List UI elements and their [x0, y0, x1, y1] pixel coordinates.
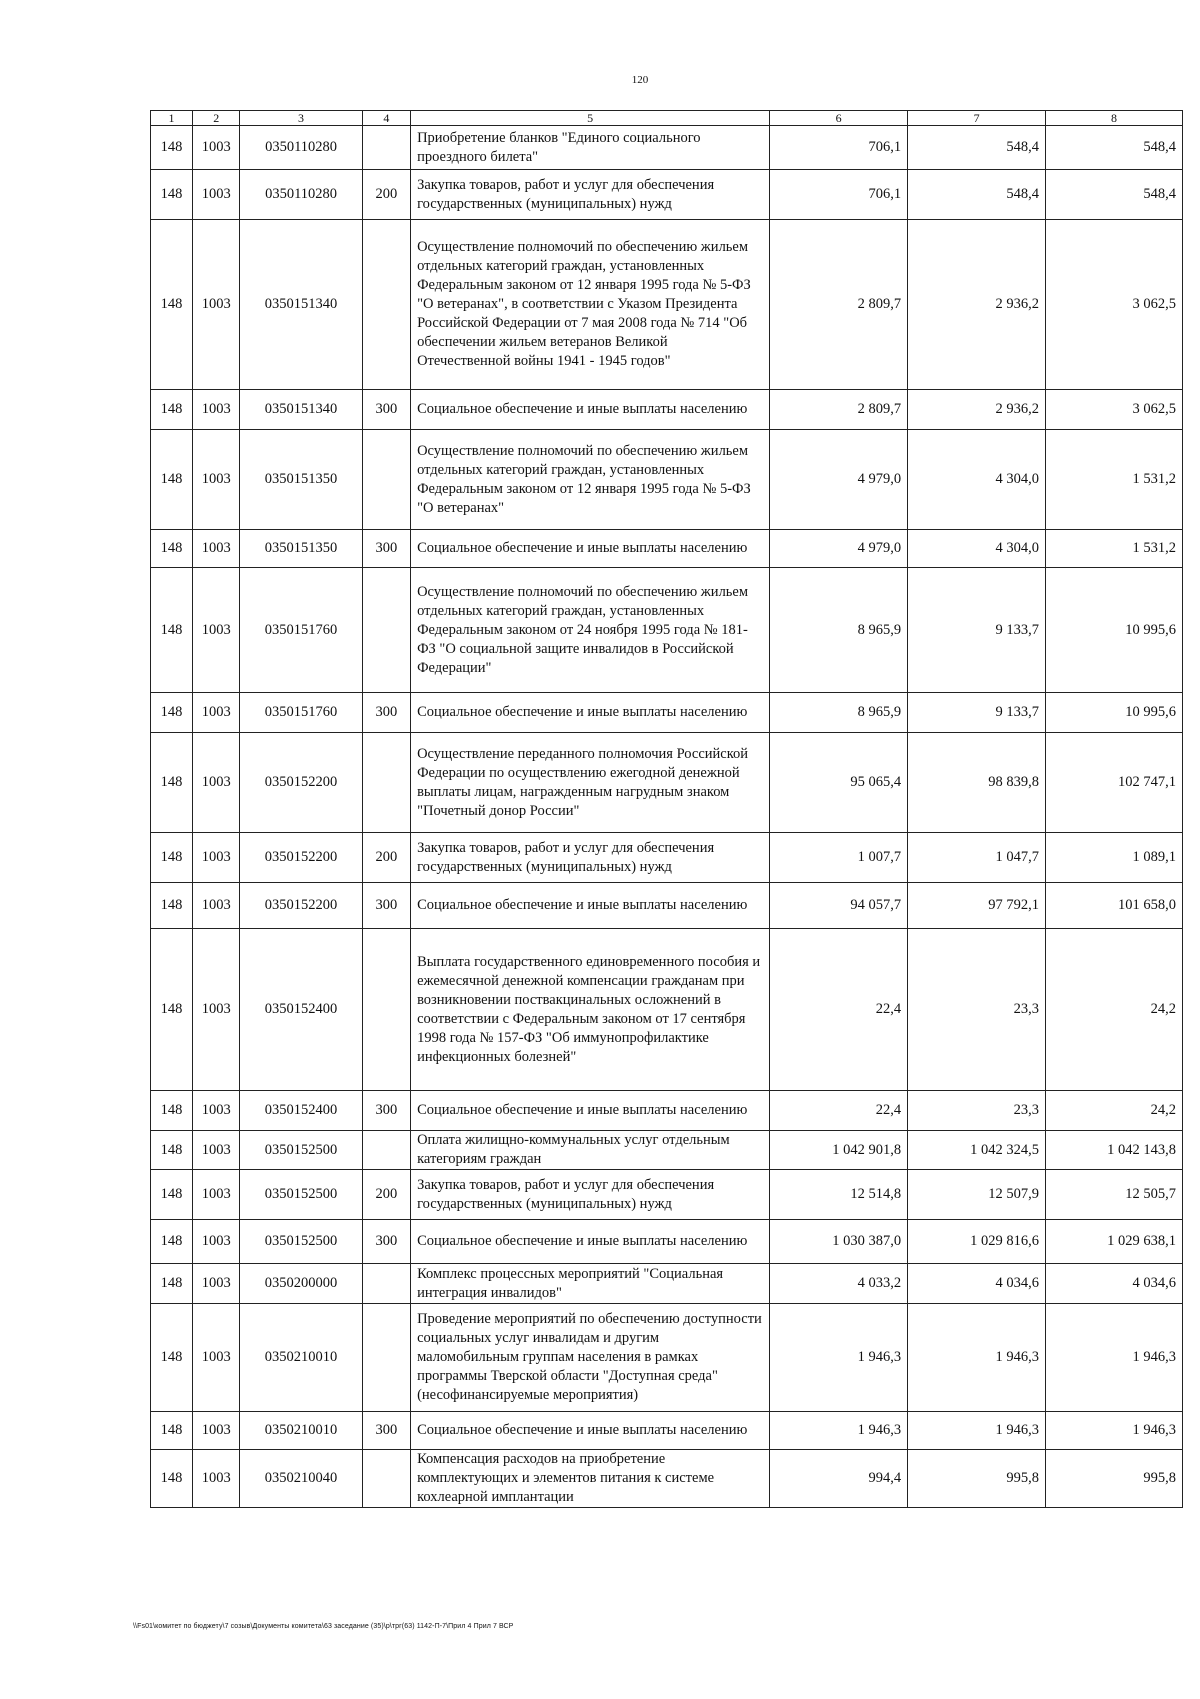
cell-target-article: 0350210040 — [240, 1450, 362, 1508]
cell-section-code: 1003 — [193, 126, 240, 170]
cell-description: Социальное обеспечение и иные выплаты населению — [411, 1091, 770, 1131]
cell-amount-year1: 2 809,7 — [770, 390, 908, 430]
cell-amount-year1: 22,4 — [770, 1091, 908, 1131]
cell-section-code: 1003 — [193, 1091, 240, 1131]
cell-amount-year2: 4 034,6 — [908, 1264, 1046, 1304]
cell-target-article: 0350152400 — [240, 1091, 362, 1131]
cell-expense-type: 200 — [362, 833, 410, 883]
cell-amount-year2: 995,8 — [908, 1450, 1046, 1508]
cell-admin-code: 148 — [151, 430, 193, 530]
cell-target-article: 0350151760 — [240, 568, 362, 693]
cell-amount-year2: 1 042 324,5 — [908, 1131, 1046, 1170]
cell-description: Приобретение бланков "Единого социального проездного билета" — [411, 126, 770, 170]
cell-section-code: 1003 — [193, 170, 240, 220]
cell-amount-year1: 95 065,4 — [770, 733, 908, 833]
table-row — [151, 1131, 1183, 1170]
cell-target-article: 0350151350 — [240, 530, 362, 568]
cell-description: Социальное обеспечение и иные выплаты населению — [411, 693, 770, 733]
cell-amount-year2: 97 792,1 — [908, 883, 1046, 929]
cell-target-article: 0350151760 — [240, 693, 362, 733]
cell-amount-year1: 4 979,0 — [770, 430, 908, 530]
cell-section-code: 1003 — [193, 1450, 240, 1508]
table-row — [151, 929, 1183, 1091]
cell-amount-year3: 1 946,3 — [1046, 1412, 1183, 1450]
table-row — [151, 220, 1183, 390]
cell-admin-code: 148 — [151, 1131, 193, 1170]
cell-amount-year3: 1 946,3 — [1046, 1304, 1183, 1412]
cell-expense-type — [362, 1264, 410, 1304]
cell-amount-year1: 1 042 901,8 — [770, 1131, 908, 1170]
cell-amount-year1: 4 979,0 — [770, 530, 908, 568]
table-body — [151, 126, 1183, 1508]
column-header: 8 — [1046, 111, 1183, 126]
cell-amount-year1: 8 965,9 — [770, 693, 908, 733]
cell-amount-year1: 1 946,3 — [770, 1412, 908, 1450]
cell-admin-code: 148 — [151, 1220, 193, 1264]
cell-amount-year3: 24,2 — [1046, 1091, 1183, 1131]
cell-target-article: 0350152500 — [240, 1220, 362, 1264]
cell-amount-year3: 548,4 — [1046, 126, 1183, 170]
cell-expense-type — [362, 1131, 410, 1170]
cell-amount-year2: 1 029 816,6 — [908, 1220, 1046, 1264]
column-header: 2 — [193, 111, 240, 126]
cell-amount-year1: 1 007,7 — [770, 833, 908, 883]
file-path-footer: \\Fs01\комитет по бюджету\7 созыв\Документы комитета\63 заседание (35)\р\трг(63) 1142-П-7\Прил 4 Прил 7 ВСР — [133, 1623, 514, 1630]
cell-admin-code: 148 — [151, 1450, 193, 1508]
cell-section-code: 1003 — [193, 733, 240, 833]
table-row — [151, 1170, 1183, 1220]
cell-description: Осуществление полномочий по обеспечению жильем отдельных категорий граждан, установленных Федеральным законом от 24 ноября 1995 года № 181-ФЗ "О социальной защите инвалидов в Российской Федерации" — [411, 568, 770, 693]
cell-target-article: 0350210010 — [240, 1412, 362, 1450]
cell-section-code: 1003 — [193, 883, 240, 929]
cell-amount-year3: 4 034,6 — [1046, 1264, 1183, 1304]
cell-section-code: 1003 — [193, 568, 240, 693]
column-header: 3 — [240, 111, 362, 126]
cell-section-code: 1003 — [193, 929, 240, 1091]
column-header: 5 — [411, 111, 770, 126]
cell-admin-code: 148 — [151, 883, 193, 929]
cell-expense-type: 300 — [362, 883, 410, 929]
cell-expense-type — [362, 929, 410, 1091]
table-row — [151, 390, 1183, 430]
cell-amount-year3: 1 531,2 — [1046, 530, 1183, 568]
cell-expense-type: 300 — [362, 1091, 410, 1131]
cell-description: Выплата государственного единовременного пособия и ежемесячной денежной компенсации гражданам при возникновении поствакцинальных осложнений в соответствии с Федеральным законом от 17 сентября 1998 года № 157-ФЗ "Об иммунопрофилактике инфекционных болезней" — [411, 929, 770, 1091]
cell-description: Проведение мероприятий по обеспечению доступности социальных услуг инвалидам и другим маломобильным группам населения в рамках программы Тверской области "Доступная среда" (несофинансируемые мероприятия) — [411, 1304, 770, 1412]
cell-amount-year1: 4 033,2 — [770, 1264, 908, 1304]
cell-amount-year2: 2 936,2 — [908, 220, 1046, 390]
cell-target-article: 0350151340 — [240, 390, 362, 430]
cell-expense-type: 300 — [362, 530, 410, 568]
cell-amount-year2: 98 839,8 — [908, 733, 1046, 833]
cell-amount-year1: 1 030 387,0 — [770, 1220, 908, 1264]
cell-description: Осуществление переданного полномочия Российской Федерации по осуществлению ежегодной денежной выплаты лицам, награжденным нагрудным знаком "Почетный донор России" — [411, 733, 770, 833]
cell-section-code: 1003 — [193, 430, 240, 530]
cell-target-article: 0350152500 — [240, 1131, 362, 1170]
cell-description: Закупка товаров, работ и услуг для обеспечения государственных (муниципальных) нужд — [411, 1170, 770, 1220]
table-row — [151, 430, 1183, 530]
table-row — [151, 126, 1183, 170]
cell-amount-year3: 102 747,1 — [1046, 733, 1183, 833]
column-header: 1 — [151, 111, 193, 126]
cell-expense-type — [362, 733, 410, 833]
cell-amount-year3: 1 089,1 — [1046, 833, 1183, 883]
cell-expense-type — [362, 1450, 410, 1508]
table-row — [151, 1304, 1183, 1412]
table-row — [151, 733, 1183, 833]
cell-admin-code: 148 — [151, 126, 193, 170]
cell-description: Социальное обеспечение и иные выплаты населению — [411, 390, 770, 430]
cell-description: Оплата жилищно-коммунальных услуг отдельным категориям граждан — [411, 1131, 770, 1170]
cell-amount-year2: 23,3 — [908, 1091, 1046, 1131]
cell-section-code: 1003 — [193, 1304, 240, 1412]
cell-amount-year2: 4 304,0 — [908, 530, 1046, 568]
cell-expense-type: 300 — [362, 390, 410, 430]
page-number: 120 — [631, 74, 649, 86]
cell-target-article: 0350152200 — [240, 733, 362, 833]
cell-description: Комплекс процессных мероприятий "Социальная интеграция инвалидов" — [411, 1264, 770, 1304]
cell-amount-year3: 12 505,7 — [1046, 1170, 1183, 1220]
cell-description: Социальное обеспечение и иные выплаты населению — [411, 883, 770, 929]
cell-admin-code: 148 — [151, 1304, 193, 1412]
table-row — [151, 833, 1183, 883]
cell-amount-year3: 3 062,5 — [1046, 220, 1183, 390]
cell-amount-year3: 1 029 638,1 — [1046, 1220, 1183, 1264]
cell-expense-type — [362, 1304, 410, 1412]
cell-target-article: 0350110280 — [240, 126, 362, 170]
cell-amount-year3: 10 995,6 — [1046, 568, 1183, 693]
cell-amount-year1: 706,1 — [770, 126, 908, 170]
cell-admin-code: 148 — [151, 1170, 193, 1220]
cell-admin-code: 148 — [151, 833, 193, 883]
header-row — [151, 111, 1183, 126]
cell-description: Социальное обеспечение и иные выплаты населению — [411, 1220, 770, 1264]
cell-target-article: 0350151340 — [240, 220, 362, 390]
table-row — [151, 1412, 1183, 1450]
cell-section-code: 1003 — [193, 390, 240, 430]
cell-description: Компенсация расходов на приобретение комплектующих и элементов питания к системе кохлеарной имплантации — [411, 1450, 770, 1508]
cell-amount-year1: 12 514,8 — [770, 1170, 908, 1220]
table-row — [151, 883, 1183, 929]
table-row — [151, 170, 1183, 220]
cell-expense-type: 300 — [362, 1412, 410, 1450]
cell-expense-type — [362, 430, 410, 530]
cell-description: Социальное обеспечение и иные выплаты населению — [411, 1412, 770, 1450]
cell-admin-code: 148 — [151, 929, 193, 1091]
cell-expense-type: 200 — [362, 170, 410, 220]
cell-amount-year3: 24,2 — [1046, 929, 1183, 1091]
cell-amount-year1: 22,4 — [770, 929, 908, 1091]
table-row — [151, 568, 1183, 693]
cell-section-code: 1003 — [193, 1412, 240, 1450]
cell-amount-year2: 9 133,7 — [908, 568, 1046, 693]
cell-admin-code: 148 — [151, 1091, 193, 1131]
cell-admin-code: 148 — [151, 568, 193, 693]
cell-admin-code: 148 — [151, 220, 193, 390]
table-row — [151, 693, 1183, 733]
cell-admin-code: 148 — [151, 733, 193, 833]
cell-expense-type — [362, 568, 410, 693]
cell-section-code: 1003 — [193, 1170, 240, 1220]
cell-amount-year3: 3 062,5 — [1046, 390, 1183, 430]
cell-amount-year1: 2 809,7 — [770, 220, 908, 390]
cell-target-article: 0350210010 — [240, 1304, 362, 1412]
cell-target-article: 0350152500 — [240, 1170, 362, 1220]
cell-amount-year3: 1 042 143,8 — [1046, 1131, 1183, 1170]
cell-amount-year1: 706,1 — [770, 170, 908, 220]
cell-amount-year2: 2 936,2 — [908, 390, 1046, 430]
cell-target-article: 0350152200 — [240, 833, 362, 883]
cell-admin-code: 148 — [151, 390, 193, 430]
table-row — [151, 1091, 1183, 1131]
cell-admin-code: 148 — [151, 1264, 193, 1304]
cell-amount-year2: 1 047,7 — [908, 833, 1046, 883]
cell-amount-year1: 994,4 — [770, 1450, 908, 1508]
cell-section-code: 1003 — [193, 693, 240, 733]
cell-amount-year3: 101 658,0 — [1046, 883, 1183, 929]
table-row — [151, 1450, 1183, 1508]
column-header: 4 — [362, 111, 410, 126]
cell-description: Закупка товаров, работ и услуг для обеспечения государственных (муниципальных) нужд — [411, 170, 770, 220]
cell-amount-year1: 8 965,9 — [770, 568, 908, 693]
cell-amount-year3: 548,4 — [1046, 170, 1183, 220]
table-row — [151, 1264, 1183, 1304]
column-header: 6 — [770, 111, 908, 126]
cell-expense-type: 300 — [362, 1220, 410, 1264]
cell-amount-year2: 9 133,7 — [908, 693, 1046, 733]
budget-table — [150, 110, 1183, 1508]
cell-amount-year1: 94 057,7 — [770, 883, 908, 929]
column-header: 7 — [908, 111, 1046, 126]
cell-target-article: 0350151350 — [240, 430, 362, 530]
cell-admin-code: 148 — [151, 170, 193, 220]
cell-description: Осуществление полномочий по обеспечению жильем отдельных категорий граждан, установленных Федеральным законом от 12 января 1995 года № 5-ФЗ "О ветеранах" — [411, 430, 770, 530]
cell-expense-type: 300 — [362, 693, 410, 733]
cell-amount-year2: 23,3 — [908, 929, 1046, 1091]
cell-description: Закупка товаров, работ и услуг для обеспечения государственных (муниципальных) нужд — [411, 833, 770, 883]
cell-section-code: 1003 — [193, 1220, 240, 1264]
cell-amount-year2: 1 946,3 — [908, 1304, 1046, 1412]
cell-expense-type — [362, 126, 410, 170]
cell-amount-year2: 548,4 — [908, 126, 1046, 170]
cell-expense-type — [362, 220, 410, 390]
cell-amount-year1: 1 946,3 — [770, 1304, 908, 1412]
cell-section-code: 1003 — [193, 220, 240, 390]
cell-description: Осуществление полномочий по обеспечению жильем отдельных категорий граждан, установленных Федеральным законом от 12 января 1995 года № 5-ФЗ "О ветеранах", в соответствии с Указом Президента Российской Федерации от 7 мая 2008 года № 714 "Об обеспечении жильем ветеранов Великой Отечественной войны 1941 - 1945 годов" — [411, 220, 770, 390]
cell-amount-year3: 995,8 — [1046, 1450, 1183, 1508]
cell-target-article: 0350152400 — [240, 929, 362, 1091]
cell-section-code: 1003 — [193, 833, 240, 883]
cell-amount-year2: 12 507,9 — [908, 1170, 1046, 1220]
cell-admin-code: 148 — [151, 693, 193, 733]
cell-section-code: 1003 — [193, 530, 240, 568]
cell-target-article: 0350110280 — [240, 170, 362, 220]
cell-admin-code: 148 — [151, 1412, 193, 1450]
cell-amount-year2: 548,4 — [908, 170, 1046, 220]
cell-admin-code: 148 — [151, 530, 193, 568]
table-row — [151, 1220, 1183, 1264]
cell-amount-year3: 10 995,6 — [1046, 693, 1183, 733]
cell-target-article: 0350152200 — [240, 883, 362, 929]
cell-amount-year3: 1 531,2 — [1046, 430, 1183, 530]
cell-amount-year2: 1 946,3 — [908, 1412, 1046, 1450]
cell-section-code: 1003 — [193, 1131, 240, 1170]
cell-expense-type: 200 — [362, 1170, 410, 1220]
cell-target-article: 0350200000 — [240, 1264, 362, 1304]
table-row — [151, 530, 1183, 568]
cell-amount-year2: 4 304,0 — [908, 430, 1046, 530]
cell-description: Социальное обеспечение и иные выплаты населению — [411, 530, 770, 568]
cell-section-code: 1003 — [193, 1264, 240, 1304]
